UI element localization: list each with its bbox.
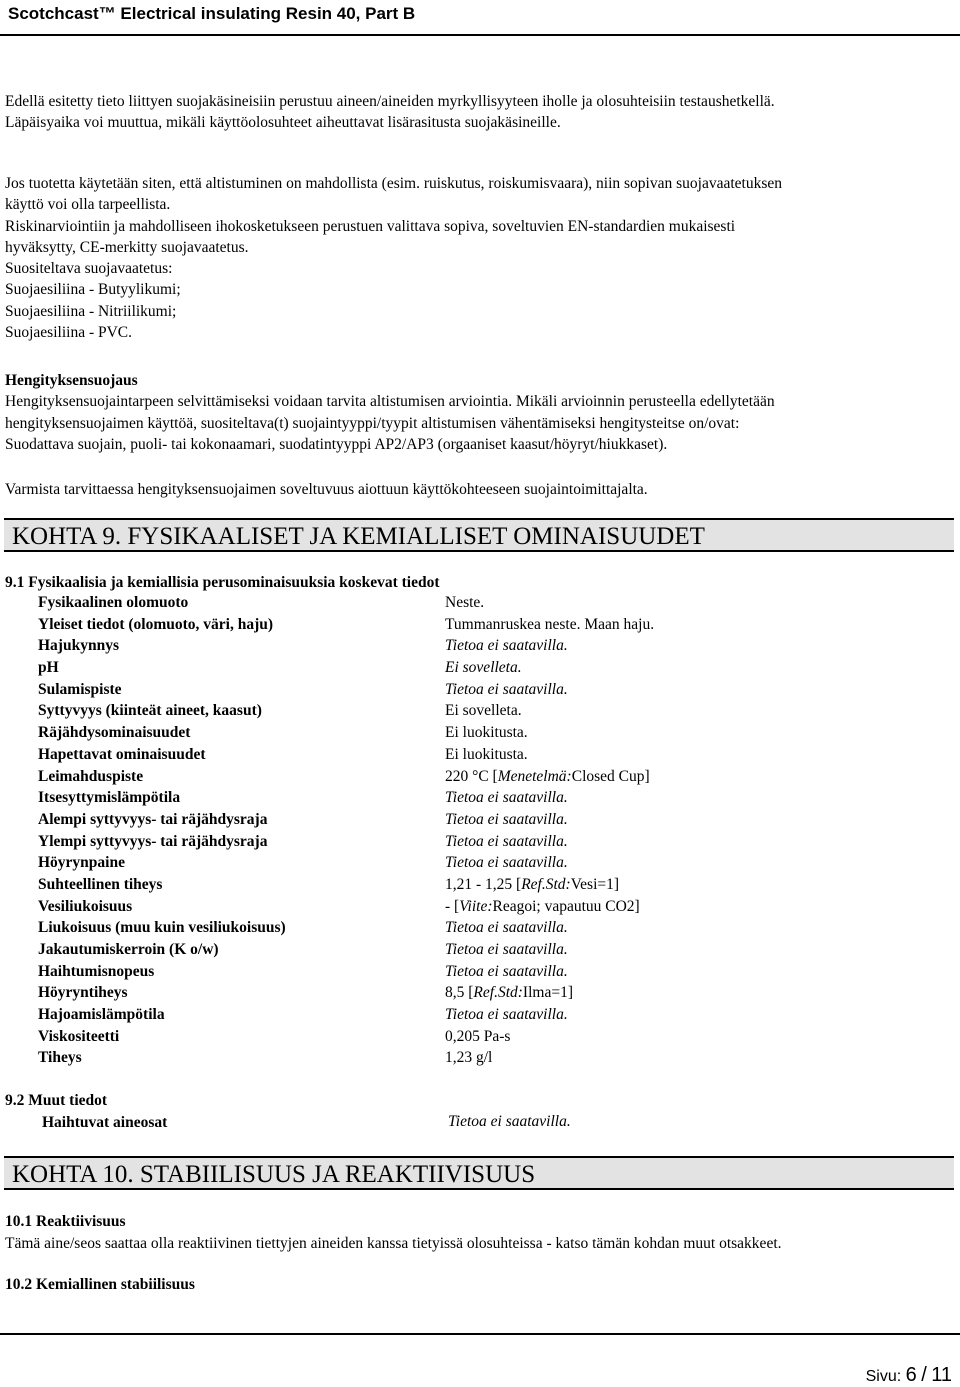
document-title: Scotchcast™ Electrical insulating Resin 40, Part B [8,4,416,23]
property-label: Fysikaalinen olomuoto [38,594,189,611]
property-label: Tiheys [38,1049,82,1067]
clothing-note-line: Jos tuotetta käytetään siten, että altistuminen on mahdollista (esim. ruiskutus, roiskumisvaara), niin sopivan suojavaatetuksen [5,175,782,192]
property-value: Neste. [445,594,485,611]
respiratory-heading: Hengityksensuojaus [5,372,138,389]
table-row [38,898,738,920]
property-label: Räjähdysominaisuudet [38,724,191,742]
table-row [38,768,738,790]
table-row [38,789,738,811]
property-label: Alempi syttyvyys- tai räjähdysraja [38,810,268,828]
property-label: Leimahduspiste [38,767,144,785]
table-row [38,854,738,876]
table-row [38,919,738,941]
other-info-value: Tietoa ei saatavilla. [448,1113,571,1130]
property-value [445,681,568,699]
apron-item: Suojaesiliina - Butyylikumi; [5,281,181,299]
table-row [38,616,738,638]
table-row [38,833,738,855]
property-label: Höyrynpaine [38,854,125,872]
gloves-note-line: Läpäisyaika voi muuttua, mikäli käyttöolosuhteet aiheuttavat lisärasitusta suojakäsineille. [5,114,561,132]
table-row [38,746,738,768]
subsection-10-1-heading: 10.1 Reaktiivisuus [5,1213,126,1230]
page-total: 11 [931,1364,952,1386]
section-10-title: KOHTA 10. STABIILISUUS JA REAKTIIVISUUS [12,1161,536,1188]
property-value [445,941,568,959]
table-row [38,702,738,724]
property-value-italic: Tietoa ei saatavilla. [445,854,568,872]
table-row [38,1006,738,1028]
property-value-italic: Tietoa ei saatavilla. [445,1006,568,1024]
header-divider [0,34,960,36]
property-value-italic: Tietoa ei saatavilla. [445,919,568,937]
table-row [38,1049,738,1071]
property-value-italic: Tietoa ei saatavilla. [445,832,568,850]
clothing-note-line: Riskinarviointiin ja mahdolliseen ihokosketukseen perustuen valittava sopiva, soveltuvien EN-standardien mukaisesti [5,217,736,235]
table-row [38,941,738,963]
property-label: Ylempi syttyvyys- tai räjähdysraja [38,832,268,850]
value-qualifier: Viite: [459,897,493,915]
respiratory-line: Varmista tarvittaessa hengityksensuojaimen soveltuvuus aiottuun käyttökohteeseen suojaintoimittajalta. [5,481,648,498]
property-label: Vesiliukoisuus [38,897,133,915]
property-value [445,876,619,894]
property-value [445,637,568,655]
respiratory-note [5,479,955,500]
gloves-note-line: Edellä esitetty tieto liittyen suojakäsineisiin perustuu aineen/aineiden myrkyllisyyteen iholle ja olosuhteisiin testaushetkellä. [5,93,775,110]
value-text: Closed Cup] [571,767,650,785]
page-number [866,1364,952,1387]
value-qualifier: Ref.Std: [521,875,571,893]
property-label: Sulamispiste [38,680,122,698]
property-value-italic: Tietoa ei saatavilla. [445,637,568,655]
property-label: Itsesyttymislämpötila [38,789,181,807]
property-value-italic: Ei sovelleta. [445,659,522,677]
page-current: 6 [905,1364,917,1386]
page-separator: / [921,1364,927,1386]
respiratory-line: Hengityksensuojaintarpeen selvittämiseksi voidaan tarvita altistumisen arviointia. Mikäli arvioinnin perusteella edellytetään [5,393,775,411]
property-label: pH [38,659,59,677]
subsection-10-2-heading: 10.2 Kemiallinen stabiilisuus [5,1276,195,1293]
clothing-note-line: käyttö voi olla tarpeellista. [5,196,171,214]
property-label: Hajoamislämpötila [38,1006,165,1024]
table-row [38,984,738,1006]
property-value [445,768,650,786]
property-value [445,659,522,677]
value-text: 1,21 - 1,25 [ [445,875,522,893]
property-value [445,1006,568,1024]
table-row [38,963,738,985]
gloves-note [5,91,955,134]
section-10-header [4,1156,954,1190]
value-text: - [ [445,897,460,915]
property-label: Yleiset tiedot (olomuoto, väri, haju) [38,615,274,633]
table-row [38,594,738,616]
property-value [445,833,568,851]
property-value: Tummanruskea neste. Maan haju. [445,615,655,633]
clothing-note-line: Suositeltava suojavaatetus: [5,260,173,278]
property-value [445,811,568,829]
table-row [38,724,738,746]
table-row [38,637,738,659]
value-text: 220 °C [ [445,767,498,785]
property-value [445,984,573,1002]
property-value: 1,23 g/l [445,1049,493,1067]
property-value-italic: Tietoa ei saatavilla. [445,810,568,828]
reactivity-text: Tämä aine/seos saattaa olla reaktiivinen tiettyjen aineiden kanssa tietyissä olosuhteissa - katso tämän kohdan muut otsakkeet. [5,1235,782,1252]
property-value [445,854,568,872]
property-value: Ei luokitusta. [445,745,528,763]
property-label: Höyryntiheys [38,984,128,1002]
value-text: 8,5 [ [445,984,474,1002]
table-row [38,876,738,898]
table-row [38,1028,738,1050]
property-label: Viskositeetti [38,1027,120,1045]
property-value: Ei luokitusta. [445,724,528,742]
apron-item: Suojaesiliina - Nitriilikumi; [5,302,177,320]
property-value [445,789,568,807]
section-9-title: KOHTA 9. FYSIKAALISET JA KEMIALLISET OMINAISUUDET [12,523,705,550]
respiratory-line: Suodattava suojain, puoli- tai kokonaamari, suodatintyyppi AP2/AP3 (orgaaniset kaasut/höyryt/hiukkaset). [5,435,668,453]
value-text: Vesi=1] [570,875,620,893]
page-label: Sivu: [865,1368,902,1385]
property-value-italic: Tietoa ei saatavilla. [445,789,568,807]
value-text: Ilma=1] [522,984,573,1002]
subsection-9-2-heading: 9.2 Muut tiedot [5,1092,108,1109]
subsection-9-1-heading: 9.1 Fysikaalisia ja kemiallisia perusominaisuuksia koskevat tiedot [5,574,440,591]
value-text: Reagoi; vapautuu CO2] [492,897,640,915]
table-row [38,811,738,833]
property-value [445,963,568,981]
respiratory-line: hengityksensuojaimen käyttöä, suositeltava(t) suojaintyyppi/tyypit altistumisen vähentämiseksi hengitysteitse on/ovat: [5,414,740,432]
property-label: Hapettavat ominaisuudet [38,745,206,763]
property-label: Haihtumisnopeus [38,962,155,980]
property-value-italic: Tietoa ei saatavilla. [445,962,568,980]
protective-clothing-note [5,173,955,343]
property-value [445,919,568,937]
property-label: Suhteellinen tiheys [38,875,163,893]
apron-item: Suojaesiliina - PVC. [5,324,133,342]
value-qualifier: Ref.Std: [473,984,523,1002]
clothing-note-line: hyväksytty, CE-merkitty suojavaatetus. [5,238,249,256]
table-row [38,681,738,703]
property-value [445,898,640,916]
table-row [38,659,738,681]
property-value-italic: Tietoa ei saatavilla. [445,941,568,958]
property-label: Syttyvyys (kiinteät aineet, kaasut) [38,702,262,720]
property-value: 0,205 Pa-s [445,1027,511,1045]
footer-divider [0,1333,960,1335]
value-qualifier: Menetelmä: [497,767,572,785]
property-value: Ei sovelleta. [445,702,522,720]
other-info-label: Haihtuvat aineosat [42,1114,168,1131]
respiratory-protection [5,370,955,455]
properties-table [38,594,738,1071]
property-label: Liukoisuus (muu kuin vesiliukoisuus) [38,919,286,937]
section-9-header [4,518,954,552]
property-value-italic: Tietoa ei saatavilla. [445,680,568,698]
property-label: Jakautumiskerroin (K o/w) [38,941,219,958]
property-label: Hajukynnys [38,637,119,655]
